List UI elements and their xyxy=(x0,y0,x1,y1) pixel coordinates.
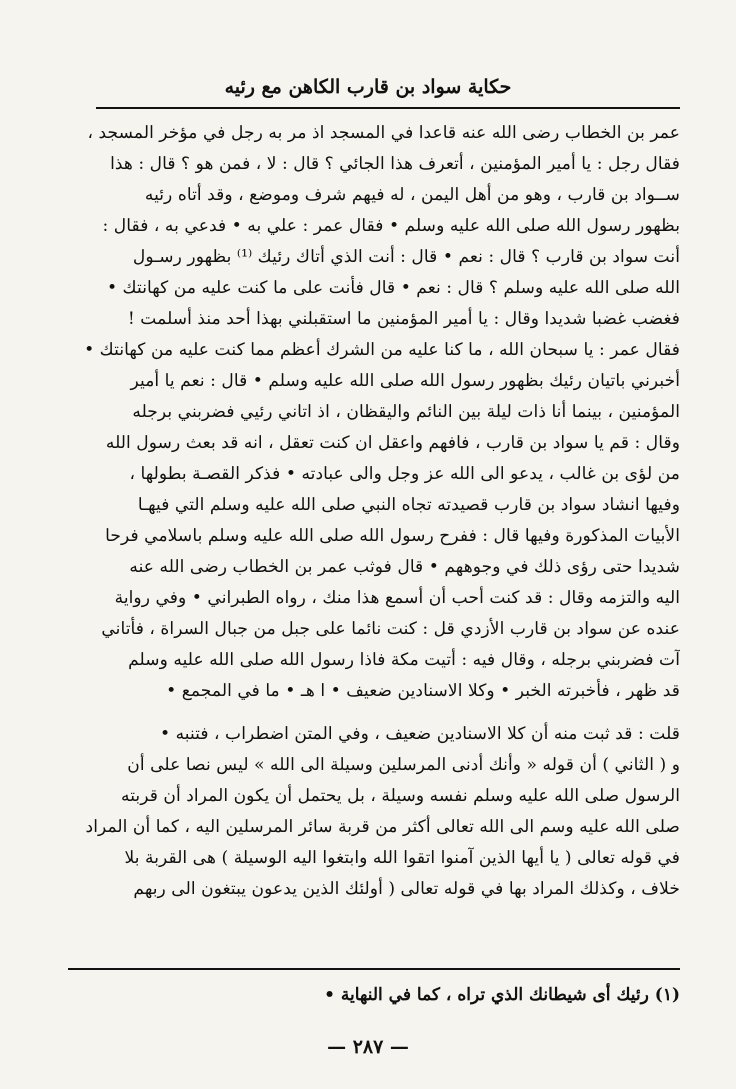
text-line: فقال رجل : يا أمير المؤمنين ، أتعرف هذا الجائي ؟ قال : لا ، فمن هو ؟ قال : هذا xyxy=(110,154,680,174)
running-head-title: حكاية سواد بن قارب الكاهن مع رئيه xyxy=(224,76,512,98)
text-line: بظهور رسول الله صلى الله عليه وسلم • فقال عمر : علي به • فدعي به ، فقال : xyxy=(102,216,680,236)
text-line: عنده عن سواد بن قارب الأزدي قل : كنت نائما على جبل من جبال السراة ، فأتاني xyxy=(101,619,680,639)
text-line: آت فضربني برجله ، وقال فيه : أتيت مكة فاذا رسول الله صلى الله عليه وسلم xyxy=(128,650,680,670)
text-line: خلاف ، وكذلك المراد بها في قوله تعالى ( أولئك الذين يدعون يبتغون الى ربهم xyxy=(133,879,680,899)
body-text xyxy=(68,118,680,905)
footnote: (١) رئيك أى شيطانك الذي تراه ، كما في النهاية • xyxy=(324,985,680,1005)
text-line: المؤمنين ، بينما أنا ذات ليلة بين النائم واليقظان ، اذ اتاني رئيي فضربني برجله xyxy=(132,402,680,422)
text-line: أنت سواد بن قارب ؟ قال : نعم • قال : أنت الذي أتاك رئيك ⁽¹⁾ بظهور رسـول xyxy=(132,247,680,267)
paragraph-gap xyxy=(68,707,680,719)
footnote-rule xyxy=(68,968,680,970)
text-line: في قوله تعالى ( يا أيها الذين آمنوا اتقوا الله وابتغوا اليه الوسيلة ) هى القربة بلا xyxy=(124,848,680,868)
page-number: — ٢٨٧ — xyxy=(327,1036,409,1058)
text-line: عمر بن الخطاب رضى الله عنه قاعدا في المسجد اذ مر به رجل في مؤخر المسجد ، xyxy=(87,123,680,143)
text-line: وقال : قم يا سواد بن قارب ، فافهم واعقل ان كنت تعقل ، انه قد بعث رسول الله xyxy=(105,433,680,453)
text-line: صلى الله عليه وسم الى الله تعالى أكثر من قربة سائر المرسلين اليه ، كما أن المراد xyxy=(85,817,680,837)
text-line: و ( الثاني ) أن قوله « وأنك أدنى المرسلين وسيلة الى الله » ليس نصا على أن xyxy=(127,755,680,775)
text-line: أخبرني باتيان رئيك بظهور رسول الله صلى الله عليه وسلم • قال : نعم يا أمير xyxy=(130,371,680,391)
text-line: فغضب غضبا شديدا وقال : يا أمير المؤمنين ما استقبلني بهذا أحد منذ أسلمت ! xyxy=(127,309,680,329)
text-line: ســواد بن قارب ، وهو من أهل اليمن ، له فيهم شرف وموضع ، وقد أتاه رئيه xyxy=(144,185,680,205)
text-line: الأبيات المذكورة وفيها قال : ففرح رسول الله صلى الله عليه وسلم باسلامي فرحا xyxy=(105,526,680,546)
text-line: قد ظهر ، فأخبرته الخبر • وكلا الاسنادين ضعيف • ا هـ • ما في المجمع • xyxy=(166,681,680,701)
text-line: وفيها انشاد سواد بن قارب قصيدته تجاه النبي صلى الله عليه وسلم التي فيهـا xyxy=(137,495,680,515)
text-line: اليه والتزمه وقال : قد كنت أحب أن أسمع هذا منك ، رواه الطبراني • وفي رواية xyxy=(114,588,680,608)
text-line: قلت : قد ثبت منه أن كلا الاسنادين ضعيف ، وفي المتن اضطراب ، فتنبه • xyxy=(159,724,680,744)
header-rule xyxy=(96,107,680,109)
text-line: الله صلى الله عليه وسلم ؟ قال : نعم • قال فأنت على ما كنت عليه من كهانتك • xyxy=(106,278,680,298)
text-line: شديدا حتى رؤى ذلك في وجوههم • قال فوثب عمر بن الخطاب رضى الله عنه xyxy=(129,557,680,577)
text-line: من لؤى بن غالب ، يدعو الى الله عز وجل والى عبادته • فذكر القصـة بطولها ، xyxy=(129,464,680,484)
text-line: فقال عمر : يا سبحان الله ، ما كنا عليه من الشرك أعظم مما كنت عليه من كهانتك • xyxy=(84,340,680,360)
text-line: الرسول صلى الله عليه وسلم نفسه وسيلة ، بل يحتمل أن يكون المراد أن قربته xyxy=(121,786,680,806)
